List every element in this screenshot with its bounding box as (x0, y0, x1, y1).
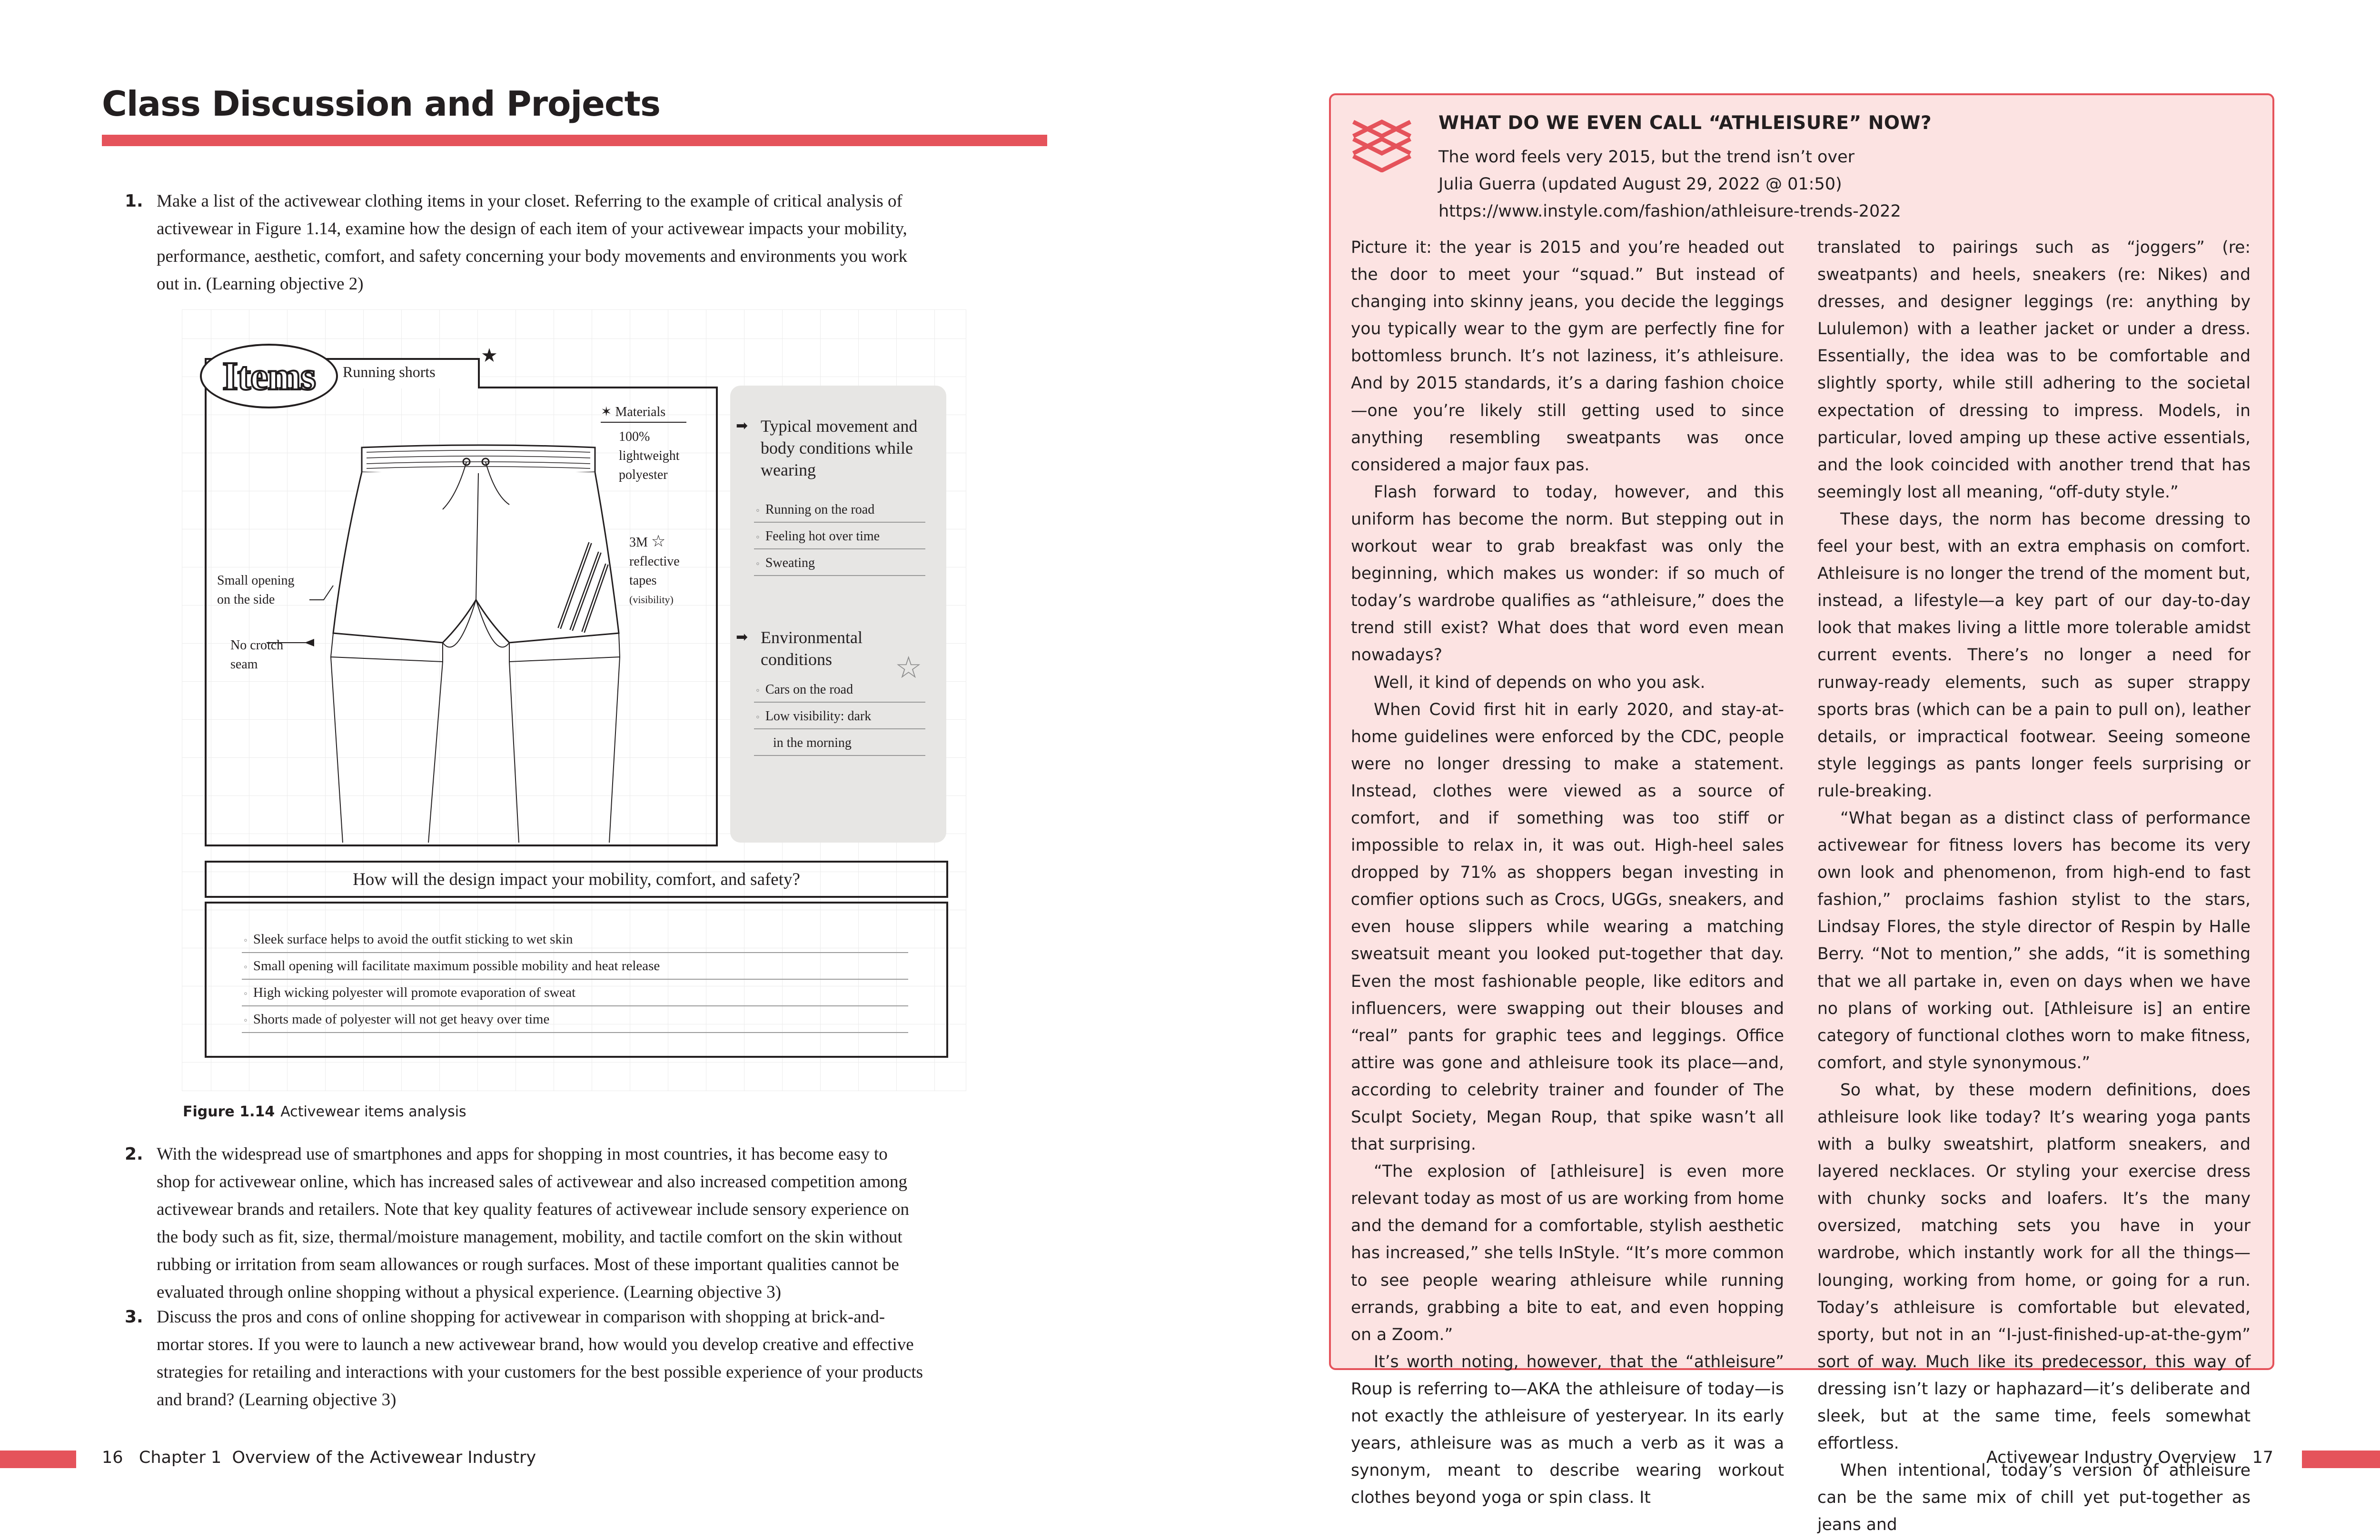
figure-caption-label: Figure 1.14 (183, 1103, 275, 1120)
environment-item: ◦ Low visibility: dark (754, 705, 925, 729)
article-paragraph: “What began as a distinct class of performance activewear for fitness lovers has become its very own look and phenomenon, from high-end to fast fashion,” proclaims fashion stylist to the stars, Lindsay Flores, the style director of Respin by Halle Berry. “Not to mention,” she adds, “it is something that we all partake in, even on days when we have no plans of working out. [Athleisure is] an entire category of functional clothes worn to make fitness, comfort, and style synonymous.” (1817, 808, 2251, 1073)
crotch-label-line: No crotch (230, 638, 284, 653)
heading-line: Typical movement and (761, 417, 918, 436)
label-arrows (267, 571, 362, 647)
reflective-label (629, 532, 680, 609)
chevron-pattern-icon (1351, 117, 1413, 172)
question-line: the body such as fit, size, thermal/moisture management, mobility, and tactile comfort on the skin without (157, 1227, 902, 1247)
item-text: Cars on the road (765, 682, 853, 697)
question-text (157, 188, 1051, 298)
article-column-1 (1351, 234, 1784, 1511)
article-paragraph: Picture it: the year is 2015 and you’re headed out the door to meet your “squad.” But instead of changing into skinny jeans, you decide the leggings you typically wear to the gym are perfectly fine for bottomless brunch. It’s not laziness, it’s athleisure. And by 2015 standards, it’s a daring fashion choice—one you’re likely still getting used to since anything resembling sweatpants was once considered a major faux pas. (1351, 238, 1784, 475)
figure-caption-text: Activewear items analysis (280, 1103, 466, 1120)
article-paragraph: These days, the norm has become dressing to feel your best, with an extra emphasis on comfort. Athleisure is no longer the trend of the moment but, instead, a lifestyle—a key part of our day-to-day look that makes living a little more tolerable amidst current events. There’s no longer a need for runway-ready elements, such as super strappy sports bras (which can be a pain to pull on), leather details, or impractical footwear. Seeing someone style leggings as pants longer feels surprising or rule-breaking. (1817, 509, 2251, 801)
article-url: https://www.instyle.com/fashion/athleisure-trends-2022 (1438, 202, 1901, 221)
article-paragraph: Flash forward to today, however, and this uniform has become the norm. But stepping out in workout wear to grab breakfast was only the beginning, which makes us wonder: if so much of today’s wardrobe qualifies as “athleisure,” does the trend still exist? What does that word even mean nowadays? (1351, 482, 1784, 665)
side-label-line: on the side (217, 592, 275, 607)
star-doodle-icon: ☆ (895, 650, 922, 686)
question-line: Make a list of the activewear clothing items in your closet. Referring to the example of critical analysis of (157, 191, 902, 211)
question-line: and brand? (Learning objective 3) (157, 1390, 397, 1410)
article-paragraph: Well, it kind of depends on who you ask. (1374, 673, 1706, 692)
environment-item-continued (754, 731, 925, 756)
item-text: Low visibility: dark (765, 709, 872, 724)
item-text: Shorts made of polyester will not get heavy over time (253, 1012, 550, 1027)
star-icon: ★ (481, 345, 498, 367)
item-text: Small opening will facilitate maximum possible mobility and heat release (253, 958, 660, 974)
asterisk-icon: ✶ (601, 405, 615, 419)
item-text: High wicking polyester will promote evaporation of sweat (253, 985, 576, 1000)
materials-text (619, 427, 680, 485)
side-label-line: Small opening (217, 573, 295, 588)
question-line: shop for activewear online, which has increased sales of activewear and also increased competition among (157, 1172, 908, 1192)
star-doodle-icon: ☆ (651, 533, 666, 550)
question-number: 2. (125, 1144, 143, 1164)
question-line: Discuss the pros and cons of online shopping for activewear in comparison with shopping at brick-and- (157, 1307, 885, 1327)
footer-accent-bar (0, 1451, 76, 1468)
materials-line: lightweight (619, 448, 680, 463)
movement-heading (736, 415, 936, 481)
materials-line: polyester (619, 467, 668, 482)
question-line: performance, aesthetic, comfort, and safety concerning your body movements and environments you work (157, 247, 908, 266)
question-line: strategies for retailing and interactions with your customers for the best possible experience of your products (157, 1362, 923, 1382)
question-text (157, 1303, 1051, 1414)
impact-item: ◦ Small opening will facilitate maximum possible mobility and heat release (242, 953, 908, 980)
article-paragraph: It’s worth noting, however, that the “athleisure” Roup is referring to—AKA the athleisure of today—is not exactly the athleisure of yesteryear. In its early years, athleisure was as much a verb as it was a synonym, meant to describe wearing workout clothes beyond yoga or spin class. It (1351, 1352, 1784, 1508)
movement-item: ◦ Feeling hot over time (754, 525, 925, 549)
materials-label-text: Materials (615, 405, 666, 419)
heading-line: wearing (761, 460, 816, 479)
items-heading: Items (222, 354, 316, 398)
article-title: WHAT DO WE EVEN CALL “ATHLEISURE” NOW? (1438, 112, 1932, 134)
question-line: With the widespread use of smartphones and apps for shopping in most countries, it has become easy to (157, 1144, 888, 1164)
article-paragraph: So what, by these modern definitions, does athleisure look like today? It’s wearing yoga pants with a bulky sweatshirt, platform sneakers, and layered necklaces. Or styling your exercise dress with chunky socks and loafers. It’s the many oversized, matching sets you have in your wardrobe, which instantly work for all the things—lounging, working from home, or going for a run. Today’s athleisure is comfortable but elevated, sporty, but not in an “I-just-finished-up-at-the-gym” sort of way. Much like its predecessor, this way of dressing isn’t lazy or haphazard—it’s deliberate and sleek, but at the same time, feels somewhat effortless. (1817, 1080, 2251, 1453)
question-line: activewear in Figure 1.14, examine how the design of each item of your activewear impacts your mobility, (157, 219, 907, 238)
reflective-line: 3M (629, 535, 648, 550)
item-text: Feeling hot over time (765, 529, 880, 544)
item-text: in the morning (773, 735, 852, 750)
heading-line: Environmental (761, 628, 863, 647)
crotch-label-line: seam (230, 657, 258, 672)
impact-item: ◦ High wicking polyester will promote evaporation of sweat (242, 980, 908, 1006)
article-subtitle: The word feels very 2015, but the trend isn’t over (1438, 148, 1855, 167)
materials-label (601, 403, 686, 423)
item-name: Running shorts (343, 363, 436, 380)
section-title: Class Discussion and Projects (102, 84, 660, 124)
reflective-note: (visibility) (629, 594, 674, 606)
article-paragraph: When intentional, today’s version of athleisure can be the same mix of chill yet put-together as jeans and (1817, 1461, 2251, 1535)
reflective-line: reflective (629, 554, 680, 569)
impact-item: ◦ Sleek surface helps to avoid the outfit sticking to wet skin (242, 926, 908, 953)
environment-item: ◦ Cars on the road (754, 678, 925, 703)
article-paragraph: When Covid first hit in early 2020, and stay-at-home guidelines were enforced by the CDC, people were no longer dressing to make a statement. Instead, clothes were viewed as a source of comfort, and if something was too stiff or impossible to relax in, it was out. High-heel sales dropped by 71% as shoppers began investing in comfier options such as Crocs, UGGs, sneakers, and even house slippers while wearing a matching sweatsuit meant you looked put-together that day. Even the most fashionable people, like editors and influencers, were swapping out their blouses and “real” pants for graphic tees and leggings. Office attire was gone and athleisure took its place—and, according to celebrity trainer and founder of The Sculpt Society, Megan Roup, that spike wasn’t all that surprising. (1351, 700, 1784, 1154)
heading-line: body conditions while (761, 438, 913, 457)
question-line: mortar stores. If you were to launch a new activewear brand, how would you develop creative and effective (157, 1335, 914, 1354)
article-paragraph: “The explosion of [athleisure] is even more relevant today as most of us are working from home and the demand for a comfortable, stylish aesthetic has increased,” she tells InStyle. “It’s more common to see people wearing athleisure while running errands, grabbing a bite to eat, and even hopping on a Zoom.” (1351, 1162, 1784, 1344)
movement-item: ◦ Running on the road (754, 498, 925, 523)
question-line: activewear brands and retailers. Note that key quality features of activewear include sensory experience on (157, 1200, 910, 1219)
question-line: evaluated through online shopping without a physical experience. (Learning objective 3) (157, 1282, 782, 1302)
footer-accent-bar (2302, 1451, 2380, 1468)
item-text: Sleek surface helps to avoid the outfit sticking to wet skin (253, 932, 573, 947)
question-line: rubbing or irritation from seam allowances or rough surfaces. Most of these important qualities cannot be (157, 1255, 899, 1274)
impact-item: ◦ Shorts made of polyester will not get heavy over time (242, 1006, 908, 1033)
materials-line: 100% (619, 429, 650, 444)
title-rule (102, 135, 1047, 146)
arrow-right-icon: ➡ (736, 629, 748, 645)
article-paragraph: translated to pairings such as “joggers” (re: sweatpants) and heels, sneakers (re: Nikes) and dresses, and designer leggings (re: anything by Lululemon) with a leather jacket or under a dress. Essentially, the idea was to be comfortable and slightly sporty, while still adhering to the societal expectation of dressing to impress. Models, in particular, loved amping up these active essentials, and the look coincided with another trend that has seemingly lost all meaning, “off-duty style.” (1817, 238, 2251, 502)
item-text: Sweating (765, 556, 815, 570)
figure-caption (183, 1103, 466, 1120)
left-page-footer: 16 Chapter 1 Overview of the Activewear Industry (102, 1448, 536, 1467)
question-line: out in. (Learning objective 2) (157, 274, 364, 294)
heading-line: conditions (761, 650, 832, 669)
items-heading-oval (200, 344, 338, 408)
reflective-line: tapes (629, 573, 657, 588)
impact-question: How will the design impact your mobility, comfort, and safety? (205, 861, 948, 898)
right-page-footer: Activewear Industry Overview 17 (1986, 1448, 2273, 1467)
movement-item: ◦ Sweating (754, 551, 925, 576)
arrow-right-icon: ➡ (736, 418, 748, 434)
article-byline: Julia Guerra (updated August 29, 2022 @ 01:50) (1438, 175, 1842, 194)
question-number: 3. (125, 1307, 143, 1327)
article-column-2 (1817, 234, 2251, 1539)
item-text: Running on the road (765, 502, 875, 517)
question-number: 1. (125, 191, 143, 211)
question-text (157, 1141, 1051, 1306)
